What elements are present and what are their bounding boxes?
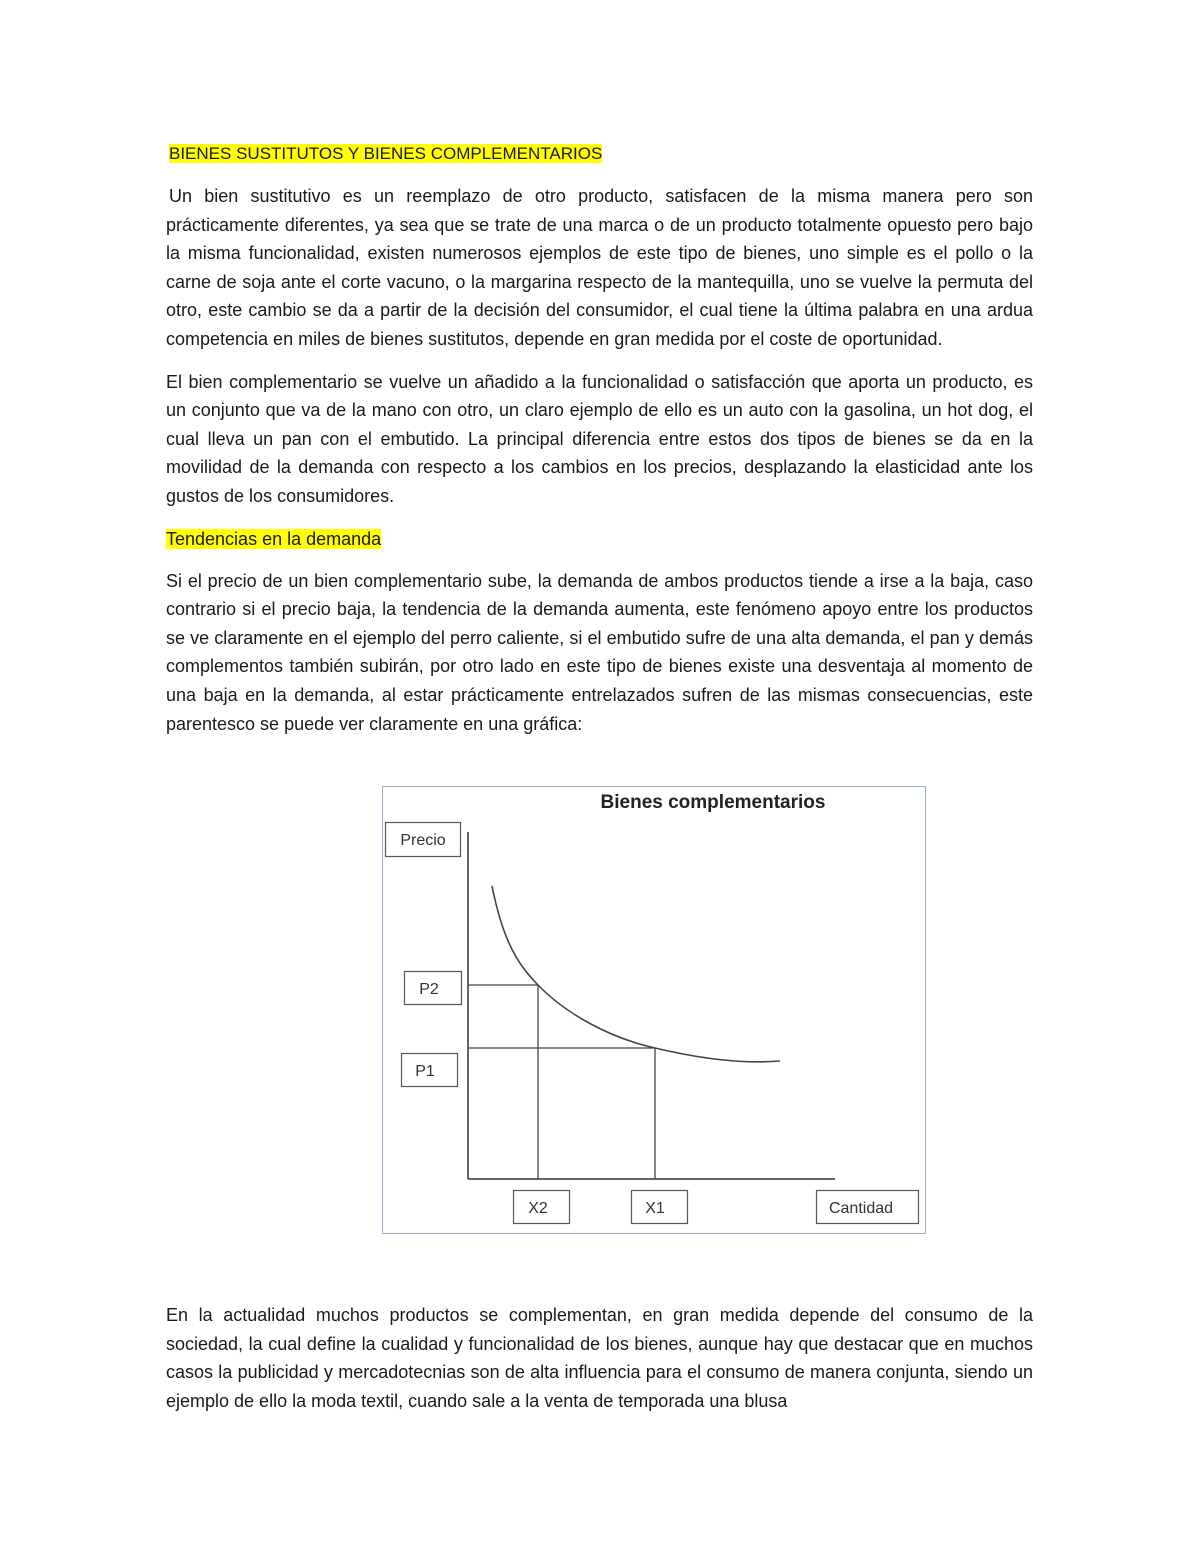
x1-label-box [632, 1191, 688, 1224]
x2-label: X2 [528, 1200, 548, 1217]
paragraph-trends: Si el precio de un bien complementario sube, la demanda de ambos productos tiende a irse a la baja, caso contrario si el precio baja, la tendencia de la demanda aumenta, este fenómeno apoyo entre los productos se ve claramente en el ejemplo del perro caliente, si el embutido sufre de una alta demanda, el pan y demás complementos también subirán, por otro lado en este tipo de bienes existe una desventaja al momento de una baja en la demanda, al estar prácticamente entrelazados sufren de las mismas consecuencias, este parentesco se puede ver claramente en una gráfica: [166, 570, 1033, 734]
p2-label-box [405, 972, 462, 1005]
x-axis-label: Cantidad [828, 1200, 894, 1217]
paragraph-complements: El bien complementario se vuelve un añadido a la funcionalidad o satisfacción que aporta un producto, es un conjunto que va de la mano con otro, un claro ejemplo de ello es un auto con la gasolina, un hot dog, el cual lleva un pan con el embutido. La principal diferencia entre estos dos tipos de bienes se da en la movilidad de la demanda con respecto a los cambios en los precios, desplazando la elasticidad ante los gustos de los consumidores. [166, 371, 1033, 506]
chart-svg [382, 786, 926, 1234]
chart-frame [383, 787, 926, 1234]
x-axis-label-box [817, 1191, 919, 1224]
document-body-continued [166, 1301, 1033, 1415]
paragraph-current: En la actualidad muchos productos se complementan, en gran medida depende del consumo de la sociedad, la cual define la cualidad y funcionalidad de los bienes, aunque hay que destacar que en muchos casos la publicidad y mercadotecnias son de alta influencia para el consumo de manera conjunta, siendo un ejemplo de ello la moda textil, cuando sale a la venta de temporada una blusa [166, 1305, 1033, 1411]
heading-highlight: BIENES SUSTITUTOS Y BIENES COMPLEMENTARIOS [169, 144, 603, 163]
p2-label: P2 [419, 981, 439, 998]
document-body [166, 140, 1033, 738]
paragraph-substitutes: Un bien sustitutivo es un reemplazo de otro producto, satisfacen de la misma manera pero son prácticamente diferentes, ya sea que se trate de una marca o de un producto totalmente opuesto pero bajo la misma funcionalidad, existen numerosos ejemplos de este tipo de bienes, uno simple es el pollo o la carne de soja ante el corte vacuno, o la margarina respecto de la mantequilla, uno se vuelve la permuta del otro, este cambio se da a partir de la decisión del consumidor, el cual tiene la última palabra en una ardua competencia en miles de bienes sustitutos, depende en gran medida por el coste de oportunidad. [166, 186, 1033, 349]
section-heading [169, 140, 1033, 168]
x1-label: X1 [645, 1200, 665, 1217]
p1-label-box [402, 1054, 458, 1087]
x2-label-box [514, 1191, 570, 1224]
p1-label: P1 [415, 1063, 435, 1080]
subheading [166, 525, 1033, 553]
chart-figure [382, 786, 926, 1234]
y-axis-label: Precio [400, 832, 446, 849]
chart-title: Bienes complementarios [600, 792, 826, 813]
y-axis-label-box [386, 823, 461, 857]
subheading-highlight: Tendencias en la demanda [166, 528, 382, 549]
